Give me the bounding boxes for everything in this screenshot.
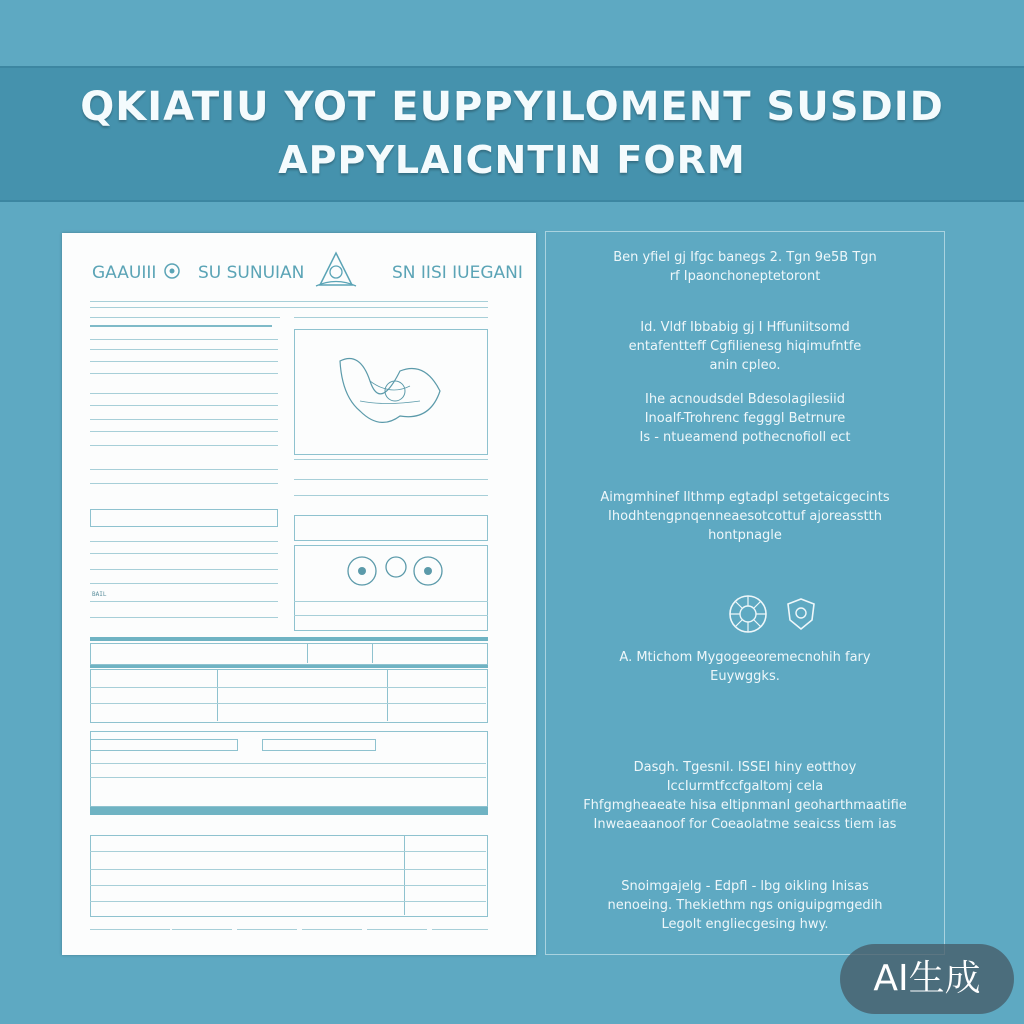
form-line	[90, 317, 280, 318]
form-line	[90, 325, 272, 327]
form-line	[90, 373, 278, 374]
form-line	[90, 851, 486, 852]
title-line-1: QKIATIU YOT EUPPYILOMENT SUSDID	[80, 84, 944, 130]
form-line	[90, 617, 278, 618]
form-line	[90, 361, 278, 362]
ai-generated-badge: AI生成	[840, 944, 1014, 1014]
form-line	[90, 541, 278, 542]
form-line	[90, 483, 278, 484]
form-line	[294, 479, 488, 480]
cell-divider	[217, 669, 218, 721]
form-line	[90, 553, 278, 554]
form-line	[367, 929, 427, 930]
panel-paragraph-6: Dasgh. Tgesnil. ISSEI hiny eotthoy IccIurmtfccfgaltomj cela Fhfgmgheaeate hisa eltipnmanl geoharthmaatifie Inweaeaanoof for Coeaolatme seaicss tiem ias	[583, 760, 907, 832]
form-line	[90, 763, 486, 764]
form-line	[90, 901, 486, 902]
section-divider	[90, 807, 488, 815]
form-line	[432, 929, 488, 930]
form-line	[302, 929, 362, 930]
cell-divider	[404, 835, 405, 915]
form-line	[90, 687, 486, 688]
title-banner	[0, 66, 1024, 202]
form-line	[90, 419, 278, 420]
form-field-box	[90, 739, 238, 751]
form-line	[90, 469, 278, 470]
cell-divider	[387, 669, 388, 721]
panel-paragraph-7: Snoimgajelg - Edpfl - lbg oikling Inisas nenoeing. Thekiethm ngs oniguipgmgedih Legolt engliecgesing hwy.	[607, 879, 883, 932]
form-line	[172, 929, 232, 930]
form-line	[90, 405, 278, 406]
title-line-2: APPYLAICNTIN FORM	[278, 138, 746, 182]
cell-divider	[307, 643, 308, 663]
form-line	[90, 569, 278, 570]
panel-paragraph-4: Aimgmhinef Ilthmp egtadpl setgetaicgecints Ihodhtengpnqenneaesotcottuf ajoreasstth hontpnagle	[600, 490, 890, 543]
panel-paragraph-2: Id. Vldf Ibbabig gj I Hffuniitsomd entafentteff Cgfilienesg hiqimufntfe anin cpleo.	[628, 320, 862, 373]
form-field-box	[262, 739, 376, 751]
form-header-left: GAAUIII	[92, 263, 157, 283]
form-line	[90, 777, 486, 778]
form-line	[90, 929, 170, 930]
form-line	[90, 445, 278, 446]
form-field-box	[90, 509, 278, 527]
application-form-document	[62, 233, 536, 955]
emblem-icon	[314, 247, 358, 294]
cell-divider	[372, 643, 373, 663]
form-line	[294, 459, 488, 460]
section-divider	[90, 637, 488, 641]
form-line	[294, 317, 488, 318]
form-row-box	[90, 643, 488, 665]
form-table	[90, 669, 488, 723]
form-label-small: BAIL	[92, 591, 107, 598]
form-line	[90, 301, 488, 302]
form-line	[237, 929, 297, 930]
gear-sketch-icon	[340, 549, 450, 593]
form-line	[294, 601, 488, 602]
panel-paragraph-5: A. Mtichom Mygogeeoremecnohih fary Euywggks.	[619, 650, 871, 684]
info-panel	[545, 231, 945, 955]
form-line	[90, 869, 486, 870]
form-field-box	[294, 515, 488, 541]
form-line	[90, 393, 278, 394]
form-line	[90, 349, 278, 350]
shield-icon	[784, 596, 818, 632]
form-line	[90, 703, 486, 704]
form-line	[90, 601, 278, 602]
panel-paragraph-1: Ben yfiel gj Ifgc banegs 2. Tgn 9e5B Tgn rf Ipaonchoneptetoront	[613, 250, 877, 284]
map-sketch-icon	[330, 341, 460, 441]
seal-icon	[162, 261, 182, 286]
sun-gear-icon	[726, 592, 770, 636]
form-header-right: SN IISI IUEGANI	[392, 263, 523, 283]
form-table	[90, 835, 488, 917]
form-line	[294, 495, 488, 496]
panel-paragraph-3: Ihe acnoudsdel Bdesolagilesiid Inoalf-Trohrenc fegggl Betrnure Is - ntueamend pothecnofioll ect	[639, 392, 851, 445]
form-line	[294, 615, 488, 616]
form-line	[90, 431, 278, 432]
form-line	[90, 339, 278, 340]
section-divider	[90, 665, 488, 668]
form-header	[92, 259, 523, 289]
form-header-mid: SU SUNUIAN	[198, 263, 305, 283]
form-line	[90, 885, 486, 886]
form-line	[90, 307, 488, 308]
form-line	[90, 583, 278, 584]
